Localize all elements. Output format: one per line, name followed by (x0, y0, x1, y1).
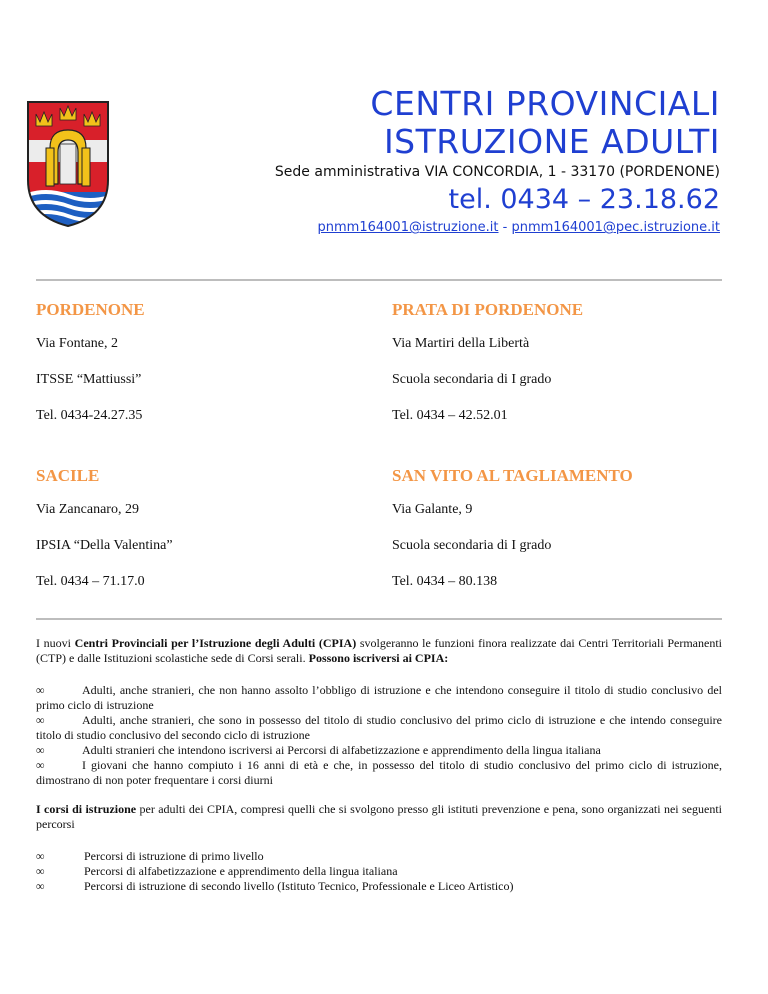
coat-of-arms-logo (24, 100, 112, 228)
list-item (36, 879, 722, 894)
list-item-text: Adulti stranieri che intendono iscriversi ai Percorsi di alfabetizzazione e apprendimento della lingua italiana (82, 743, 601, 757)
infinity-bullet-icon: ∞ (36, 879, 45, 893)
sede-sanvito-address: Via Galante, 9 (392, 502, 473, 517)
list-item-text: I giovani che hanno compiuto i 16 anni di età e che, in possesso del titolo di studio conclusivo del primo ciclo di istruzione, dimostrano di non poter frequentare i corsi diurni (36, 758, 722, 787)
list-item (36, 743, 722, 758)
infinity-bullet-icon: ∞ (36, 713, 45, 727)
infinity-bullet-icon: ∞ (36, 683, 45, 697)
list-item (36, 849, 722, 864)
sede-pordenone-school: ITSSE “Mattiussi” (36, 372, 142, 387)
sede-sanvito-title: SAN VITO AL TAGLIAMENTO (392, 466, 633, 485)
email-separator: - (498, 220, 512, 235)
intro-bold-iscrizione: Possono iscriversi ai CPIA: (308, 651, 449, 665)
email-link-pec[interactable]: pnmm164001@pec.istruzione.it (511, 220, 720, 235)
list-item-text: Adulti, anche stranieri, che sono in possesso del titolo di studio conclusivo del primo ciclo di istruzione e che intendo conseguire titolo di studio conclusivo del secondo ciclo di istruzione (36, 713, 722, 742)
sede-pordenone-address: Via Fontane, 2 (36, 336, 118, 351)
email-link-primary[interactable]: pnmm164001@istruzione.it (317, 220, 499, 235)
sede-prata-title: PRATA DI PORDENONE (392, 300, 584, 319)
eligibility-list (36, 683, 722, 788)
sede-sacile-address: Via Zancanaro, 29 (36, 502, 139, 517)
list-item (36, 864, 722, 879)
intro-bold-cpia: Centri Provinciali per l’Istruzione degli Adulti (CPIA) (74, 636, 357, 650)
courses-bold: I corsi di istruzione (36, 802, 137, 816)
sede-sanvito-phone: Tel. 0434 – 80.138 (392, 574, 498, 589)
courses-paragraph (36, 802, 722, 832)
list-item-text: Percorsi di istruzione di secondo livello (Istituto Tecnico, Professionale e Liceo Artistico) (84, 879, 514, 893)
divider-bottom (36, 618, 722, 620)
divider-top (36, 279, 722, 281)
sede-prata-phone: Tel. 0434 – 42.52.01 (392, 408, 508, 423)
header-phone: tel. 0434 – 23.18.62 (448, 184, 720, 215)
list-item-text: Percorsi di istruzione di primo livello (84, 849, 264, 863)
header-emails (318, 220, 720, 235)
sede-pordenone-phone: Tel. 0434-24.27.35 (36, 408, 143, 423)
sede-prata-school: Scuola secondaria di I grado (392, 372, 552, 387)
list-item-text: Adulti, anche stranieri, che non hanno assolto l’obbligo di istruzione e che intendono conseguire il titolo di studio conclusivo del primo ciclo di istruzione (36, 683, 722, 712)
infinity-bullet-icon: ∞ (36, 864, 45, 878)
list-item-text: Percorsi di alfabetizzazione e apprendimento della lingua italiana (84, 864, 398, 878)
sede-sacile-school: IPSIA “Della Valentina” (36, 538, 173, 553)
infinity-bullet-icon: ∞ (36, 758, 45, 772)
header-title-line1: CENTRI PROVINCIALI (370, 84, 720, 123)
infinity-bullet-icon: ∞ (36, 849, 45, 863)
intro-paragraph (36, 636, 722, 666)
courses-text: per adulti dei CPIA, compresi quelli che si svolgono presso gli istituti prevenzione e pena, sono organizzati nei seguenti percorsi (36, 802, 722, 831)
list-item (36, 758, 722, 788)
infinity-bullet-icon: ∞ (36, 743, 45, 757)
courses-list (36, 849, 722, 894)
sede-sacile-title: SACILE (36, 466, 100, 485)
list-item (36, 713, 722, 743)
intro-text-pre: I nuovi (36, 636, 75, 650)
header-title-line2: ISTRUZIONE ADULTI (383, 122, 720, 161)
sede-sacile-phone: Tel. 0434 – 71.17.0 (36, 574, 145, 589)
list-item (36, 683, 722, 713)
sede-prata-address: Via Martiri della Libertà (392, 336, 530, 351)
sede-pordenone-title: PORDENONE (36, 300, 145, 319)
sede-sanvito-school: Scuola secondaria di I grado (392, 538, 552, 553)
intro-text-post: svolgeranno le funzioni finora realizzate dai Centri Territoriali Permanenti (CTP) e dalle Istituzioni scolastiche sede di Corsi serali. (36, 636, 722, 665)
header-sede: Sede amministrativa VIA CONCORDIA, 1 - 33170 (PORDENONE) (274, 164, 720, 180)
